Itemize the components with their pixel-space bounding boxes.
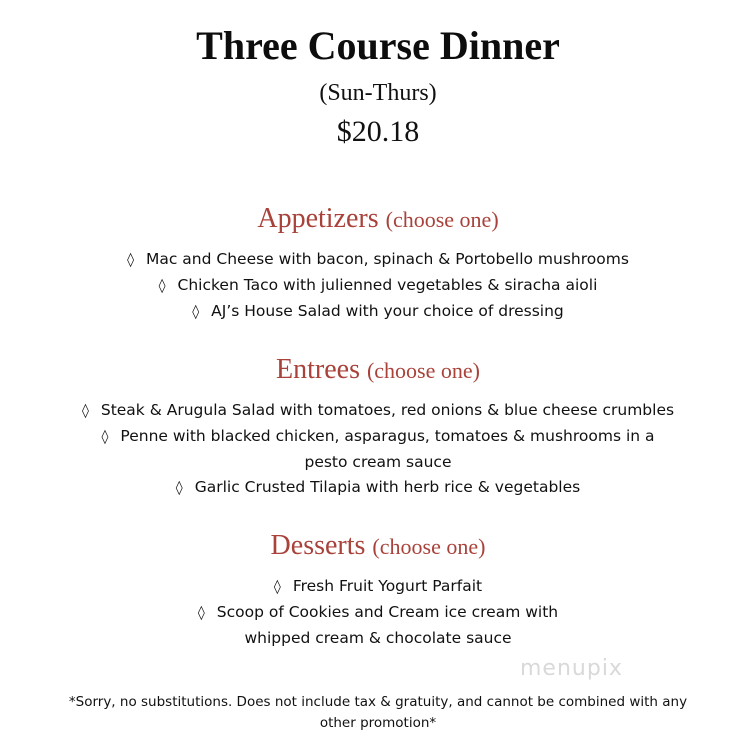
- list-item-text: Chicken Taco with julienned vegetables & siracha aioli: [177, 276, 598, 294]
- entrees-heading: [0, 353, 756, 388]
- appetizers-heading-label: Appetizers: [257, 203, 379, 234]
- list-item: [0, 424, 756, 450]
- diamond-bullet-icon: ◊: [175, 480, 183, 496]
- footnote: [60, 692, 696, 734]
- list-item-text: whipped cream & chocolate sauce: [244, 629, 512, 647]
- desserts-list: [0, 574, 756, 651]
- entrees-heading-note: (choose one): [366, 358, 480, 383]
- footnote-line: *Sorry, no substitutions. Does not include tax & gratuity, and cannot be combined with any: [68, 694, 688, 710]
- appetizers-list: [0, 247, 756, 325]
- list-item: [0, 475, 756, 501]
- appetizers-heading: [0, 202, 756, 237]
- diamond-bullet-icon: ◊: [197, 605, 205, 621]
- list-item: [0, 398, 756, 424]
- menu-days: (Sun-Thurs): [319, 80, 437, 106]
- list-item-text: Fresh Fruit Yogurt Parfait: [292, 577, 483, 595]
- list-item-text: AJ’s House Salad with your choice of dressing: [211, 302, 564, 320]
- list-item-continuation: [0, 626, 756, 651]
- list-item-continuation: [0, 450, 756, 475]
- list-item: [0, 600, 756, 626]
- list-item: [0, 299, 756, 325]
- list-item: [0, 574, 756, 600]
- watermark-logo: menupix: [520, 656, 623, 681]
- footnote-line: other promotion*: [319, 715, 437, 731]
- list-item: [0, 273, 756, 299]
- diamond-bullet-icon: ◊: [101, 429, 109, 445]
- diamond-bullet-icon: ◊: [273, 579, 281, 595]
- diamond-bullet-icon: ◊: [158, 278, 166, 294]
- desserts-heading-note: (choose one): [372, 534, 486, 559]
- desserts-heading: [0, 529, 756, 564]
- diamond-bullet-icon: ◊: [127, 252, 134, 268]
- list-item-text: Garlic Crusted Tilapia with herb rice & vegetables: [194, 478, 581, 496]
- list-item-text: Steak & Arugula Salad with tomatoes, red onions & blue cheese crumbles: [100, 401, 675, 419]
- menu-price: $20.18: [336, 115, 420, 148]
- desserts-heading-label: Desserts: [270, 530, 366, 561]
- list-item-text: Scoop of Cookies and Cream ice cream with: [216, 603, 559, 621]
- entrees-list: [0, 398, 756, 501]
- list-item-text: Penne with blacked chicken, asparagus, tomatoes & mushrooms in a: [120, 427, 655, 445]
- list-item: [0, 247, 756, 273]
- diamond-bullet-icon: ◊: [81, 403, 89, 419]
- menu-title: Three Course Dinner: [196, 23, 560, 68]
- list-item-text: Mac and Cheese with bacon, spinach & Portobello mushrooms: [145, 250, 629, 268]
- diamond-bullet-icon: ◊: [192, 304, 200, 320]
- entrees-heading-label: Entrees: [276, 354, 360, 385]
- appetizers-heading-note: (choose one): [385, 207, 499, 232]
- list-item-text: pesto cream sauce: [304, 453, 452, 471]
